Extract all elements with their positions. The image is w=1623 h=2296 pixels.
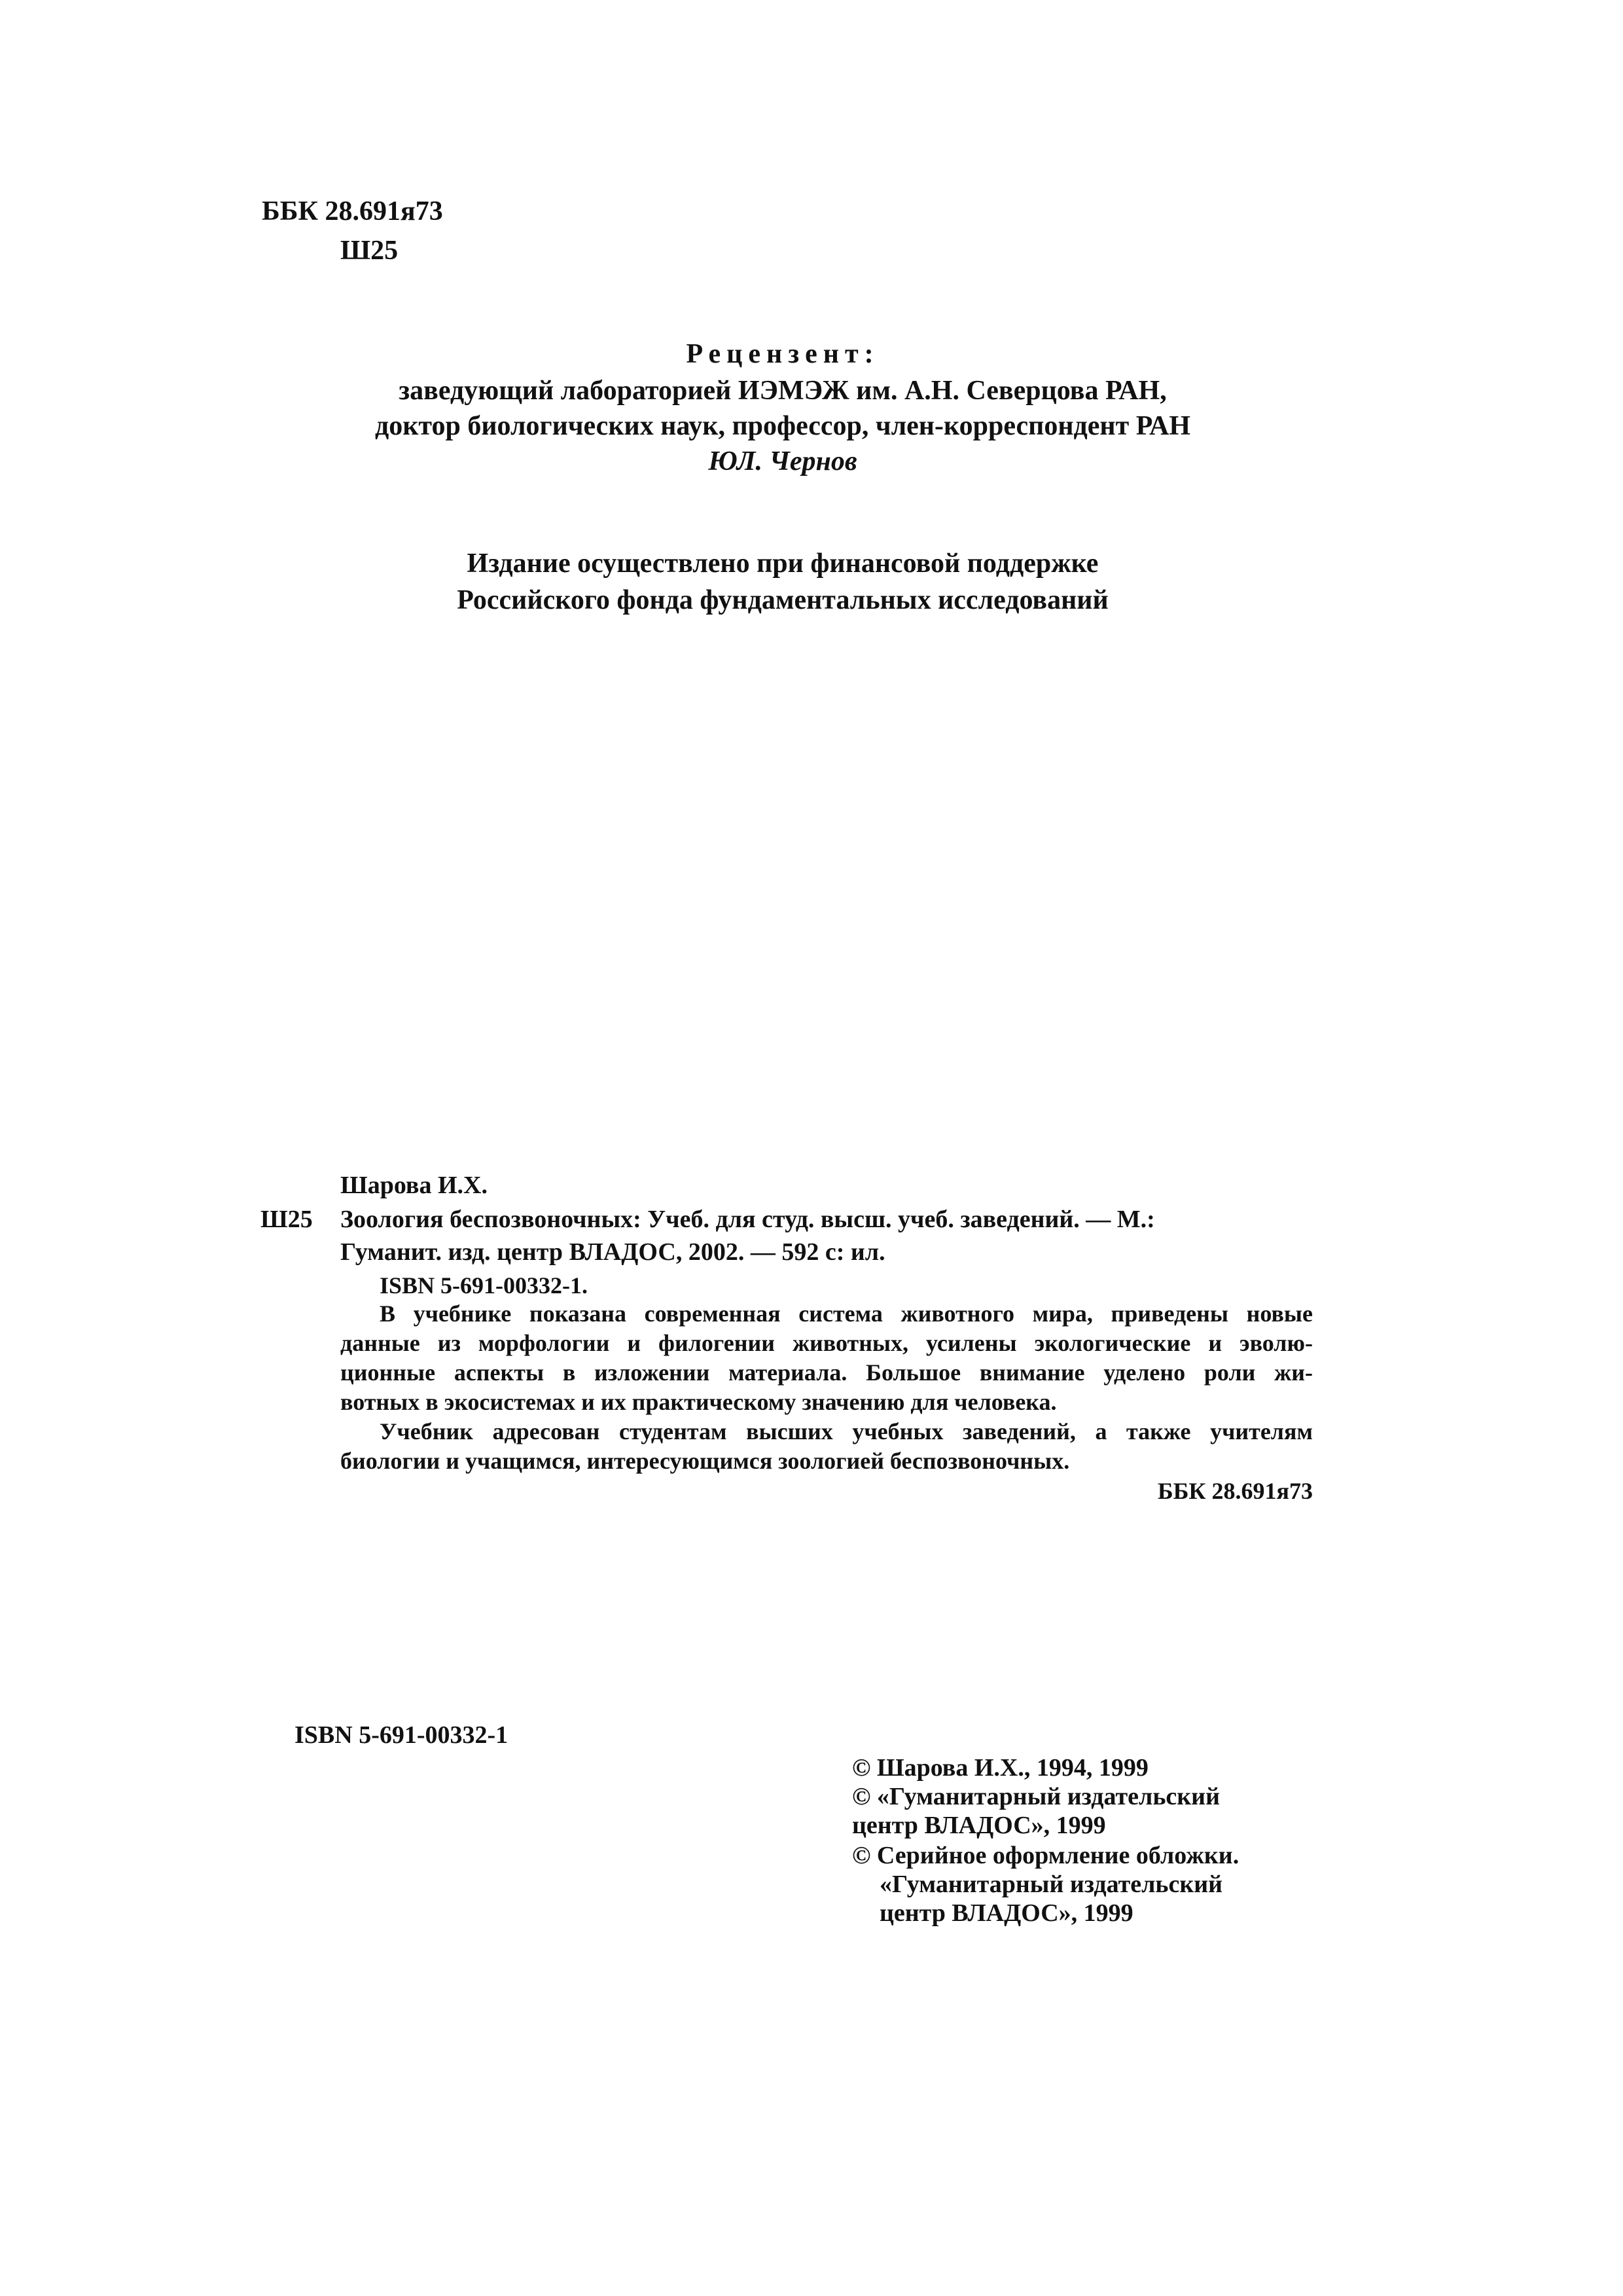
bbk-code: ББК 28.691я73 [262,196,443,226]
copyright-line: © Шарова И.Х., 1994, 1999 [852,1754,1149,1782]
abstract-line: вотных в экосистемах и их практическому значению для человека. [340,1389,1057,1415]
reviewer-heading: Рецензент: [686,339,880,369]
bottom-isbn: ISBN 5-691-00332-1 [294,1721,508,1749]
copyright-line: центр ВЛАДОС», 1999 [880,1899,1133,1927]
reviewer-name: ЮЛ. Чернов [708,446,857,476]
reviewer-position: заведующий лабораторией ИЭМЭЖ им. А.Н. Северцова РАН, [399,376,1167,406]
card-code: Ш25 [260,1206,313,1233]
card-bbk: ББК 28.691я73 [1157,1478,1313,1504]
card-title-line-1: Зоология беспозвоночных: Учеб. для студ. высш. учеб. заведений. — М.: [340,1206,1155,1233]
reviewer-degree: доктор биологических наук, профессор, член-корреспондент РАН [374,411,1191,441]
author-sign-code: Ш25 [340,236,399,266]
abstract-line: ционные аспекты в изложении материала. Большое внимание уделено роли жи- [340,1359,1313,1386]
funding-line-2: Российского фонда фундаментальных исследований [457,585,1109,615]
copyright-line: © «Гуманитарный издательский [852,1783,1220,1810]
abstract-line: данные из морфологии и филогении животных, усилены экологические и эволю- [340,1330,1313,1356]
abstract-line: В учебнике показана современная система животного мира, приведены новые [380,1300,1313,1327]
copyright-line: центр ВЛАДОС», 1999 [852,1812,1106,1839]
card-title-line-2: Гуманит. изд. центр ВЛАДОС, 2002. — 592 с: ил. [340,1238,885,1266]
card-isbn: ISBN 5-691-00332-1. [380,1272,588,1299]
funding-line-1: Издание осуществлено при финансовой поддержке [467,548,1099,579]
card-author: Шарова И.Х. [340,1172,488,1199]
copyright-line: «Гуманитарный издательский [880,1871,1223,1898]
copyright-line: © Серийное оформление обложки. [852,1842,1240,1869]
abstract-line: биологии и учащимся, интересующимся зоологией беспозвоночных. [340,1448,1070,1474]
abstract-line: Учебник адресован студентам высших учебных заведений, а также учителям [380,1418,1313,1444]
